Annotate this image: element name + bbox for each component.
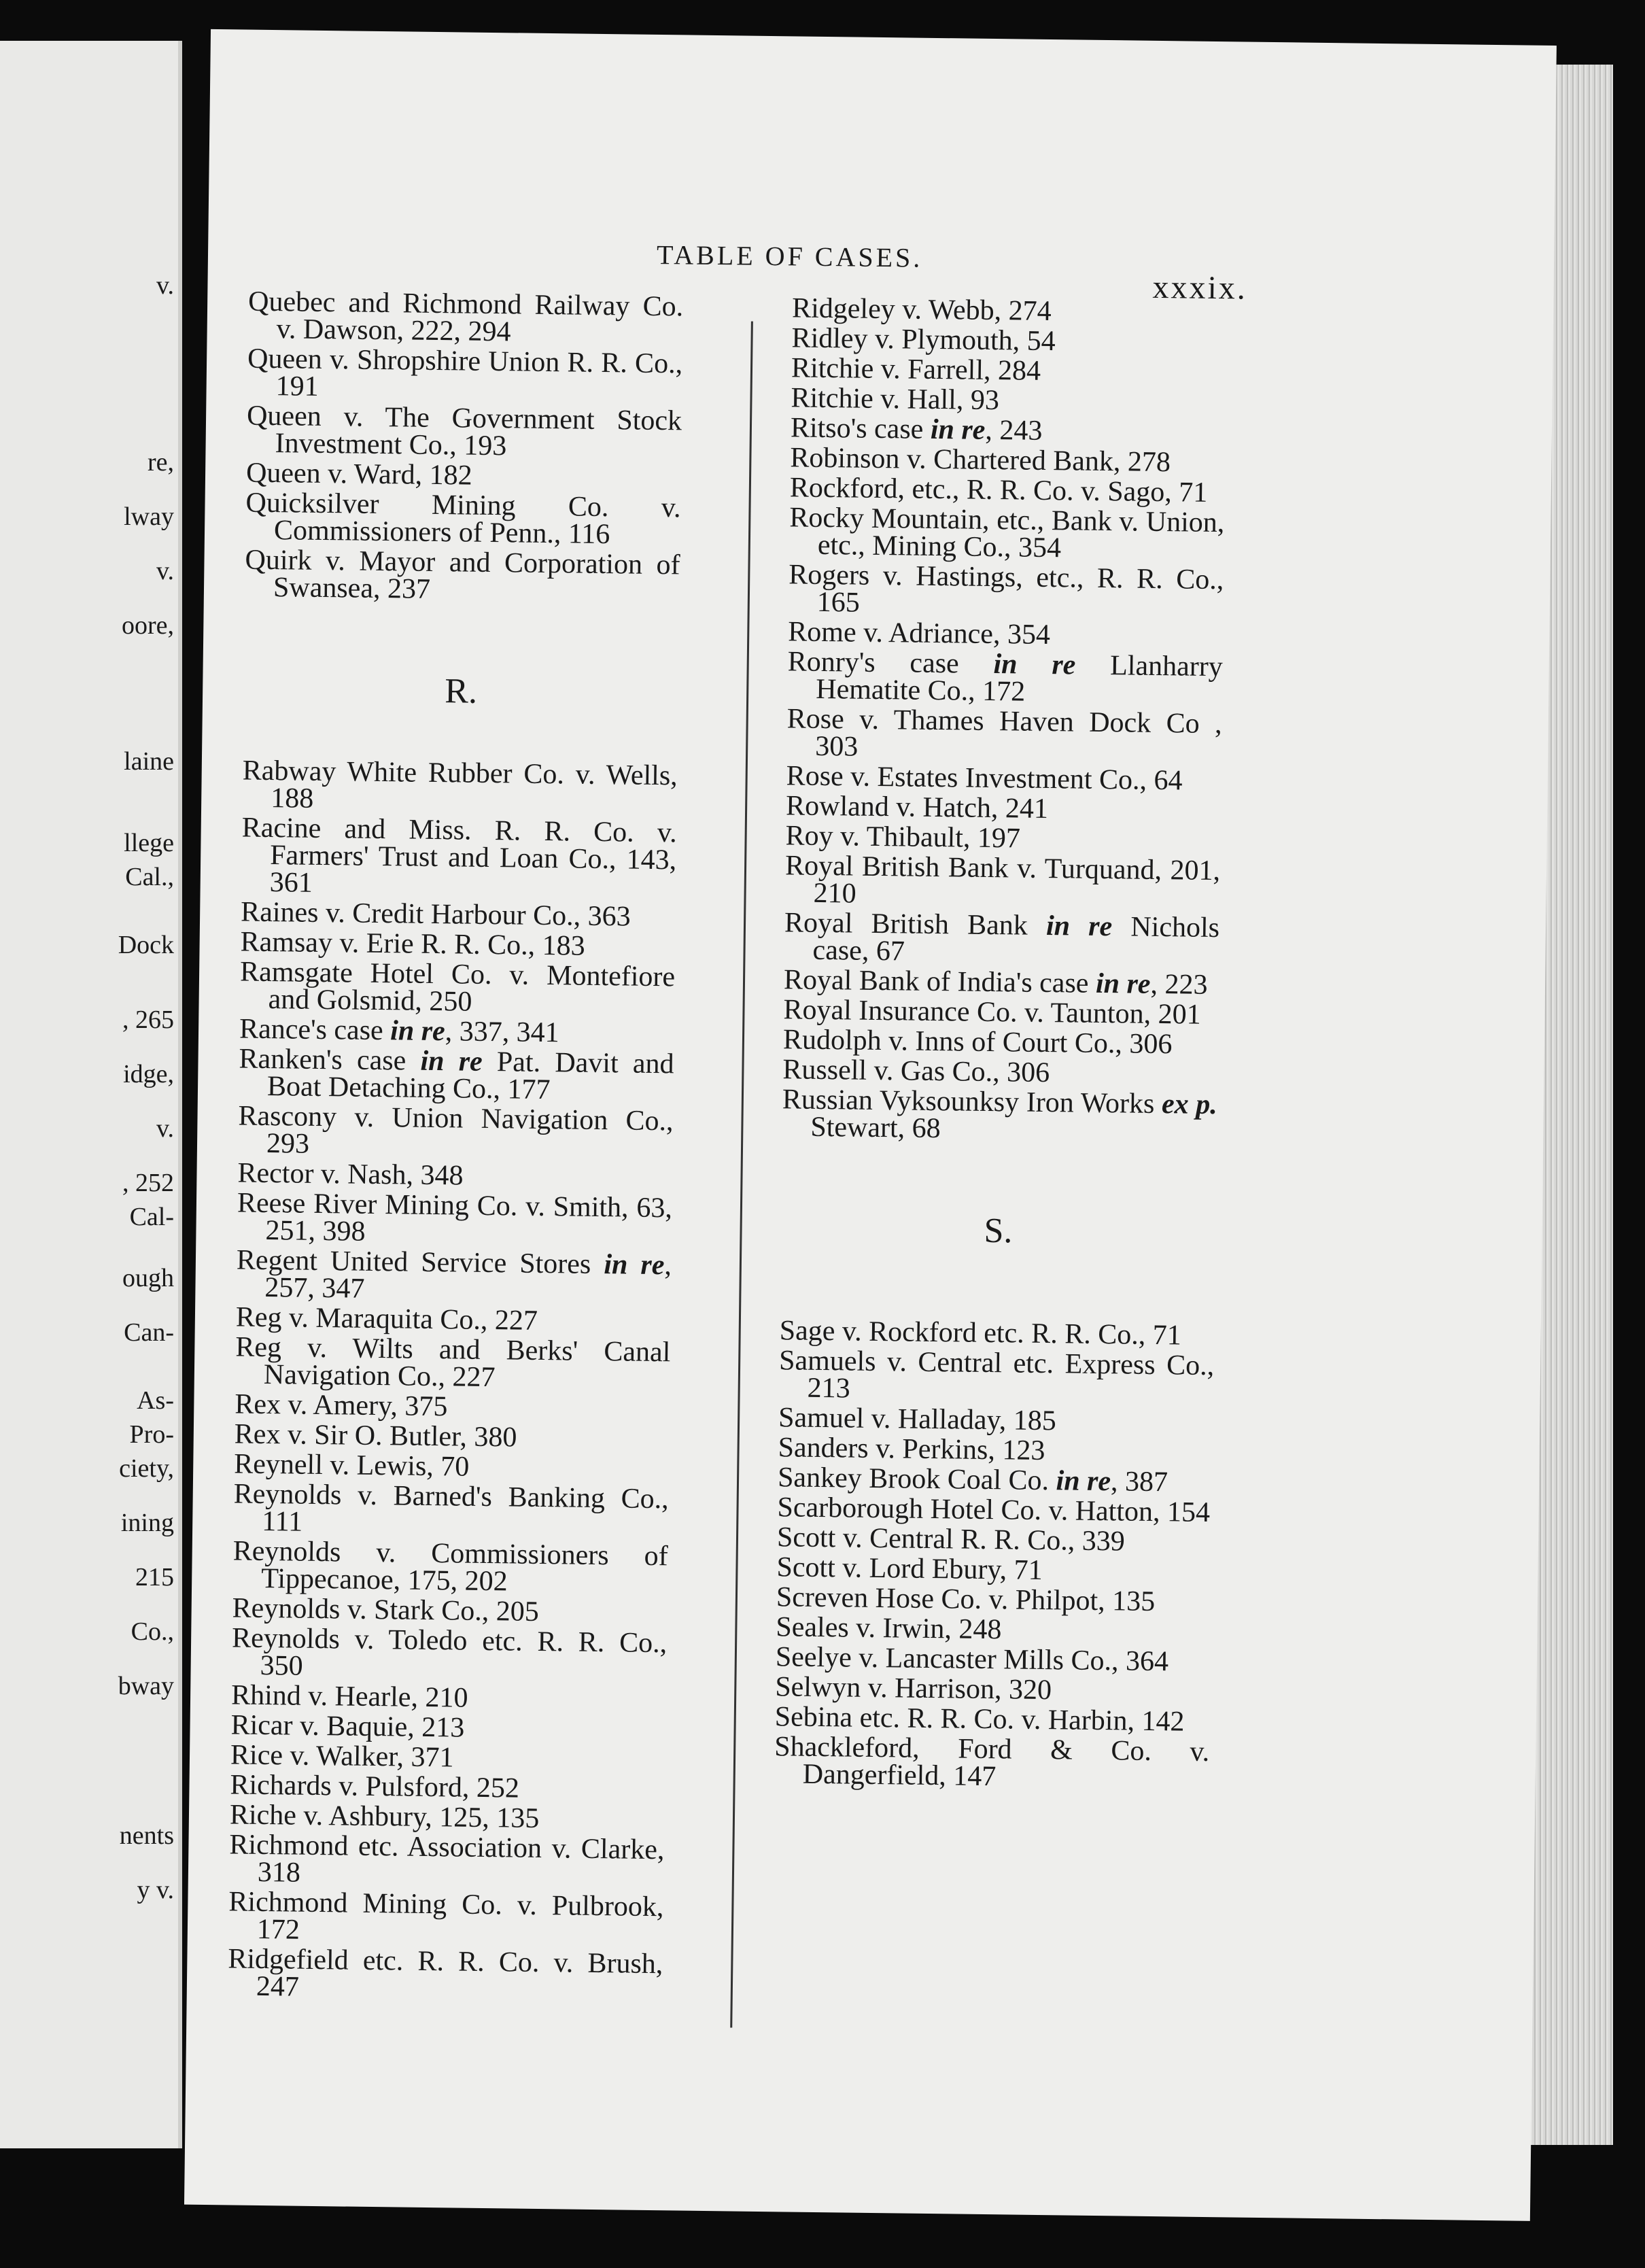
facing-page-fragment: Dock <box>118 931 174 959</box>
case-entry: Ridley v. Plymouth, 54 <box>791 322 1056 358</box>
case-entry: Royal British Bank v. Turquand, 201, 210 <box>784 850 1221 910</box>
case-entry: Rowland v. Hatch, 241 <box>785 790 1049 825</box>
case-entry: Reynolds v. Toledo etc. R. R. Co., 350 <box>231 1622 668 1682</box>
facing-page-fragment: Co., <box>131 1617 174 1646</box>
case-entry: Rascony v. Union Navigation Co., 293 <box>238 1100 674 1160</box>
case-entry: Royal Bank of India's case in re, 223 <box>783 964 1208 1001</box>
entries-r-left <box>228 757 678 2006</box>
case-entry: Quicksilver Mining Co. v. Commissioners of Penn., 116 <box>245 487 681 551</box>
facing-page-fragment: Pro- <box>129 1420 174 1449</box>
facing-page-fragment: bway <box>118 1672 174 1700</box>
case-entry: Ranken's case in re Pat. Davit and Boat Detaching Co., 177 <box>239 1043 674 1106</box>
case-entry: Raines v. Credit Harbour Co., 363 <box>240 896 631 933</box>
case-entry: Richmond etc. Association v. Clarke, 318 <box>229 1829 665 1889</box>
case-entry: Rabway White Rubber Co. v. Wells, 188 <box>242 755 678 814</box>
facing-page-fragment: 215 <box>135 1563 174 1592</box>
facing-page-fragment: Cal- <box>129 1203 174 1231</box>
case-entry: Ramsgate Hotel Co. v. Montefiore and Golsmid, 250 <box>239 956 676 1018</box>
case-entry: Ridgefield etc. R. R. Co. v. Brush, 247 <box>228 1943 663 2003</box>
case-entry: Rice v. Walker, 371 <box>230 1739 454 1774</box>
facing-page-fragment: v. <box>156 1114 174 1143</box>
case-entry: Rance's case in re, 337, 341 <box>239 1013 559 1049</box>
facing-page-fragment: , 265 <box>122 1006 174 1034</box>
case-entry: Queen v. Ward, 182 <box>245 457 472 492</box>
facing-page-fragment: ciety, <box>119 1454 174 1483</box>
case-entry: Russian Vyksounksy Iron Works ex p. Stewart, 68 <box>782 1084 1218 1145</box>
case-entry: Quebec and Richmond Railway Co. v. Dawson, 222, 294 <box>247 286 684 348</box>
facing-page-fragment: Cal., <box>125 863 174 891</box>
case-entry: Reg v. Wilts and Berks' Canal Navigation Co., 227 <box>235 1331 671 1394</box>
case-entry: Richmond Mining Co. v. Pulbrook, 172 <box>228 1886 664 1946</box>
case-entry: Scarborough Hotel Co. v. Hatton, 154 <box>777 1492 1211 1529</box>
case-entry: Rogers v. Hastings, etc., R. R. Co., 165 <box>789 559 1224 619</box>
case-entry: Racine and Miss. R. R. Co. v. Farmers' Trust and Loan Co., 143, 361 <box>241 812 677 899</box>
case-entry: Royal British Bank in re Nichols case, 67 <box>784 907 1220 967</box>
case-entry: Queen v. The Government Stock Investment Co., 193 <box>246 400 682 462</box>
case-entry: Queen v. Shropshire Union R. R. Co., 191 <box>247 343 683 402</box>
facing-page-fragment: ough <box>122 1264 174 1292</box>
case-entry: Scott v. Lord Ebury, 71 <box>776 1551 1043 1587</box>
case-entry: Rocky Mountain, etc., Bank v. Union, etc., Mining Co., 354 <box>789 502 1225 564</box>
entries-r-right <box>782 294 1227 1146</box>
case-entry: Rector v. Nash, 348 <box>237 1157 464 1192</box>
case-entry: Sebina etc. R. R. Co. v. Harbin, 142 <box>774 1701 1185 1738</box>
facing-page-fragment: nents <box>119 1821 174 1850</box>
case-entry: Reynolds v. Commissioners of Tippecanoe, 175, 202 <box>232 1535 668 1598</box>
case-entry: Royal Insurance Co. v. Taunton, 201 <box>783 994 1201 1031</box>
case-entry: Ramsay v. Erie R. R. Co., 183 <box>240 926 585 962</box>
case-entry: Rudolph v. Inns of Court Co., 306 <box>782 1024 1173 1061</box>
case-entry: Quirk v. Mayor and Corporation of Swansea, 237 <box>245 544 680 605</box>
case-entry: Regent United Service Stores in re, 257, 347 <box>236 1244 672 1305</box>
case-entry: Rome v. Adriance, 354 <box>788 616 1051 651</box>
facing-page-fragment: v. <box>156 557 174 585</box>
case-entry: Rex v. Sir O. Butler, 380 <box>234 1418 517 1454</box>
case-entry: Ridgeley v. Webb, 274 <box>791 292 1052 328</box>
case-entry: Sage v. Rockford etc. R. R. Co., 71 <box>779 1315 1182 1352</box>
case-entry: Reynolds v. Barned's Banking Co., 111 <box>233 1478 669 1538</box>
case-entry: Richards v. Pulsford, 252 <box>230 1769 520 1804</box>
case-entry: Rockford, etc., R. R. Co. v. Sago, 71 <box>789 472 1208 509</box>
case-entry: Sanders v. Perkins, 123 <box>778 1432 1045 1467</box>
case-entry: Ritso's case in re, 243 <box>790 412 1043 447</box>
case-entry: Sankey Brook Coal Co. in re, 387 <box>777 1462 1168 1498</box>
case-entry: Rose v. Thames Haven Dock Co , 303 <box>786 703 1222 763</box>
entries-q <box>245 288 684 606</box>
case-entry: Roy v. Thibault, 197 <box>785 820 1021 855</box>
case-entry: Russell v. Gas Co., 306 <box>782 1054 1050 1089</box>
case-entry: Selwyn v. Harrison, 320 <box>775 1671 1052 1706</box>
facing-page <box>0 41 182 2148</box>
facing-page-fragment: idge, <box>123 1060 174 1088</box>
facing-page-fragment: Can- <box>124 1318 174 1347</box>
case-entry: Shackleford, Ford & Co. v. Dangerfield, 147 <box>774 1731 1210 1793</box>
case-entry: Screven Hose Co. v. Philpot, 135 <box>776 1581 1156 1618</box>
section-letter-s: S. <box>984 1211 1013 1251</box>
case-entry: Scott v. Central R. R. Co., 339 <box>776 1522 1126 1558</box>
right-column <box>774 294 1227 1796</box>
facing-page-fragment: v. <box>156 271 174 300</box>
facing-page-fragment: re, <box>147 448 174 477</box>
left-column <box>228 288 684 2008</box>
entries-s <box>774 1317 1215 1793</box>
case-entry: Rose v. Estates Investment Co., 64 <box>786 760 1183 797</box>
case-entry: Ritchie v. Hall, 93 <box>791 382 1000 417</box>
facing-page-fragment: llege <box>124 829 174 857</box>
case-entry: Riche v. Ashbury, 125, 135 <box>229 1799 540 1835</box>
case-entry: Rex v. Amery, 375 <box>235 1388 448 1423</box>
facing-page-fragment: laine <box>124 747 174 776</box>
case-entry: Samuel v. Halladay, 185 <box>778 1402 1057 1437</box>
case-entry: Rhind v. Hearle, 210 <box>230 1679 468 1714</box>
facing-page-fragment: ining <box>120 1509 174 1537</box>
case-entry: Seales v. Irwin, 248 <box>776 1611 1002 1646</box>
facing-page-fragment: As- <box>137 1386 174 1415</box>
facing-page-fragment: y v. <box>137 1876 174 1904</box>
column-rule <box>730 322 753 2028</box>
section-letter-r: R. <box>445 672 478 711</box>
case-entry: Seelye v. Lancaster Mills Co., 364 <box>775 1641 1169 1678</box>
facing-page-fragment: oore, <box>121 611 174 640</box>
case-entry: Robinson v. Chartered Bank, 278 <box>790 442 1171 479</box>
facing-page-fragment: lway <box>124 502 174 531</box>
case-entry: Ritchie v. Farrell, 284 <box>791 352 1041 387</box>
case-entry: Reynolds v. Stark Co., 205 <box>232 1592 540 1628</box>
case-entry: Ronry's case in re Llanharry Hematite Co., 172 <box>787 646 1224 708</box>
page-number: xxxix. <box>1152 269 1248 307</box>
case-entry: Ricar v. Baquie, 213 <box>230 1709 465 1744</box>
book-page <box>184 29 1557 2221</box>
running-title: TABLE OF CASES. <box>656 239 923 273</box>
case-entry: Reese River Mining Co. v. Smith, 63, 251, 398 <box>237 1187 673 1248</box>
facing-page-fragment: , 252 <box>122 1169 174 1197</box>
case-entry: Reg v. Maraquita Co., 227 <box>235 1301 538 1337</box>
case-entry: Samuels v. Central etc. Express Co., 213 <box>778 1345 1215 1405</box>
case-entry: Reynell v. Lewis, 70 <box>234 1448 470 1483</box>
